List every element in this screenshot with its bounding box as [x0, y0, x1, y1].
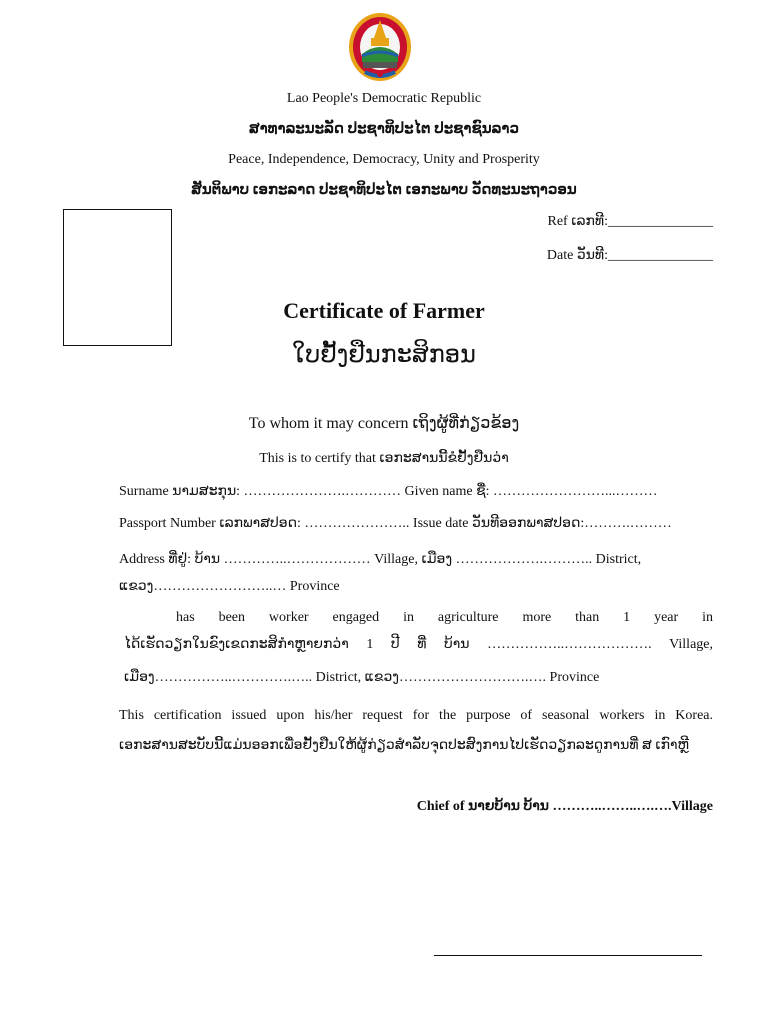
- worker-district-line: ເມືອງ……………..………….….. District, ແຂວງ……………………….…. Province: [124, 670, 600, 685]
- surname-given-name-line: Surname ນາມສະກຸນ: ………………….………… Given name ຊື່: ……………………...………: [119, 484, 658, 499]
- purpose-statement-en: This certification issued upon his/her request for the purpose of seasonal workers in Korea.: [119, 708, 713, 723]
- address-line: Address ທີ່ຢູ່: ບ້ານ …………..……………… Village, ເມືອງ ……………….……….. District,: [119, 552, 642, 567]
- chief-signature-label: Chief of ນາຍບ້ານ ບ້ານ ………..……..….….Village: [416, 799, 713, 814]
- certify-line: This is to certify that ເອກະສານນີ້ຂໍຢັ້ງຢືນວ່າ: [259, 451, 509, 466]
- to-whom-line: To whom it may concern ເຖິງຜູ້ທີ່ກ່ຽວຂ້ອງ: [248, 415, 520, 432]
- motto-en: Peace, Independence, Democracy, Unity and Prosperity: [228, 152, 540, 167]
- country-name-en: Lao People's Democratic Republic: [286, 91, 482, 106]
- province-line: ແຂວງ……………………..… Province: [119, 579, 340, 594]
- motto-lo: ສັນຕິພາບ ເອກະລາດ ປະຊາທິປະໄຕ ເອກະພາບ ວັດທະນະຖາວອນ: [191, 182, 577, 198]
- passport-issue-date-line: Passport Number ເລກພາສປອດ: ………………….. Issue date ວັນທີອອກພາສປອດ:……….………: [119, 516, 672, 531]
- purpose-statement-lo: ເອກະສານສະບັບນີ້ແມ່ນອອກເພື່ອຢັ້ງຢືນໃຫ້ຜູ້ກ່ຽວສຳລັບຈຸດປະສົງການໄປເຮັດວຽກລະດູການທີ່ ສ ເກົາຫຼີ: [119, 738, 689, 753]
- national-emblem-icon: [347, 10, 413, 84]
- signature-line: [434, 955, 702, 956]
- worker-statement-en: has been worker engaged in agriculture more than 1 year in: [176, 610, 713, 625]
- worker-statement-lo: ໄດ້ເຮັດວຽກໃນຂົງເຂດກະສິກຳຫຼາຍກວ່າ 1 ປີ ທີ່ ບ້ານ ……………..………………. Village,: [124, 637, 713, 652]
- country-name-lo: ສາທາລະນະລັດ ປະຊາທິປະໄຕ ປະຊາຊົນລາວ: [249, 121, 519, 137]
- date-field: Date ວັນທີ:_______________: [546, 248, 713, 263]
- ref-number-field: Ref ເລກທີ:_______________: [547, 214, 713, 229]
- document-title-lo: ໃບຢັ້ງຢືນກະສິກອນ: [292, 342, 476, 368]
- photo-placeholder: [63, 209, 172, 346]
- document-title-en: Certificate of Farmer: [283, 298, 485, 323]
